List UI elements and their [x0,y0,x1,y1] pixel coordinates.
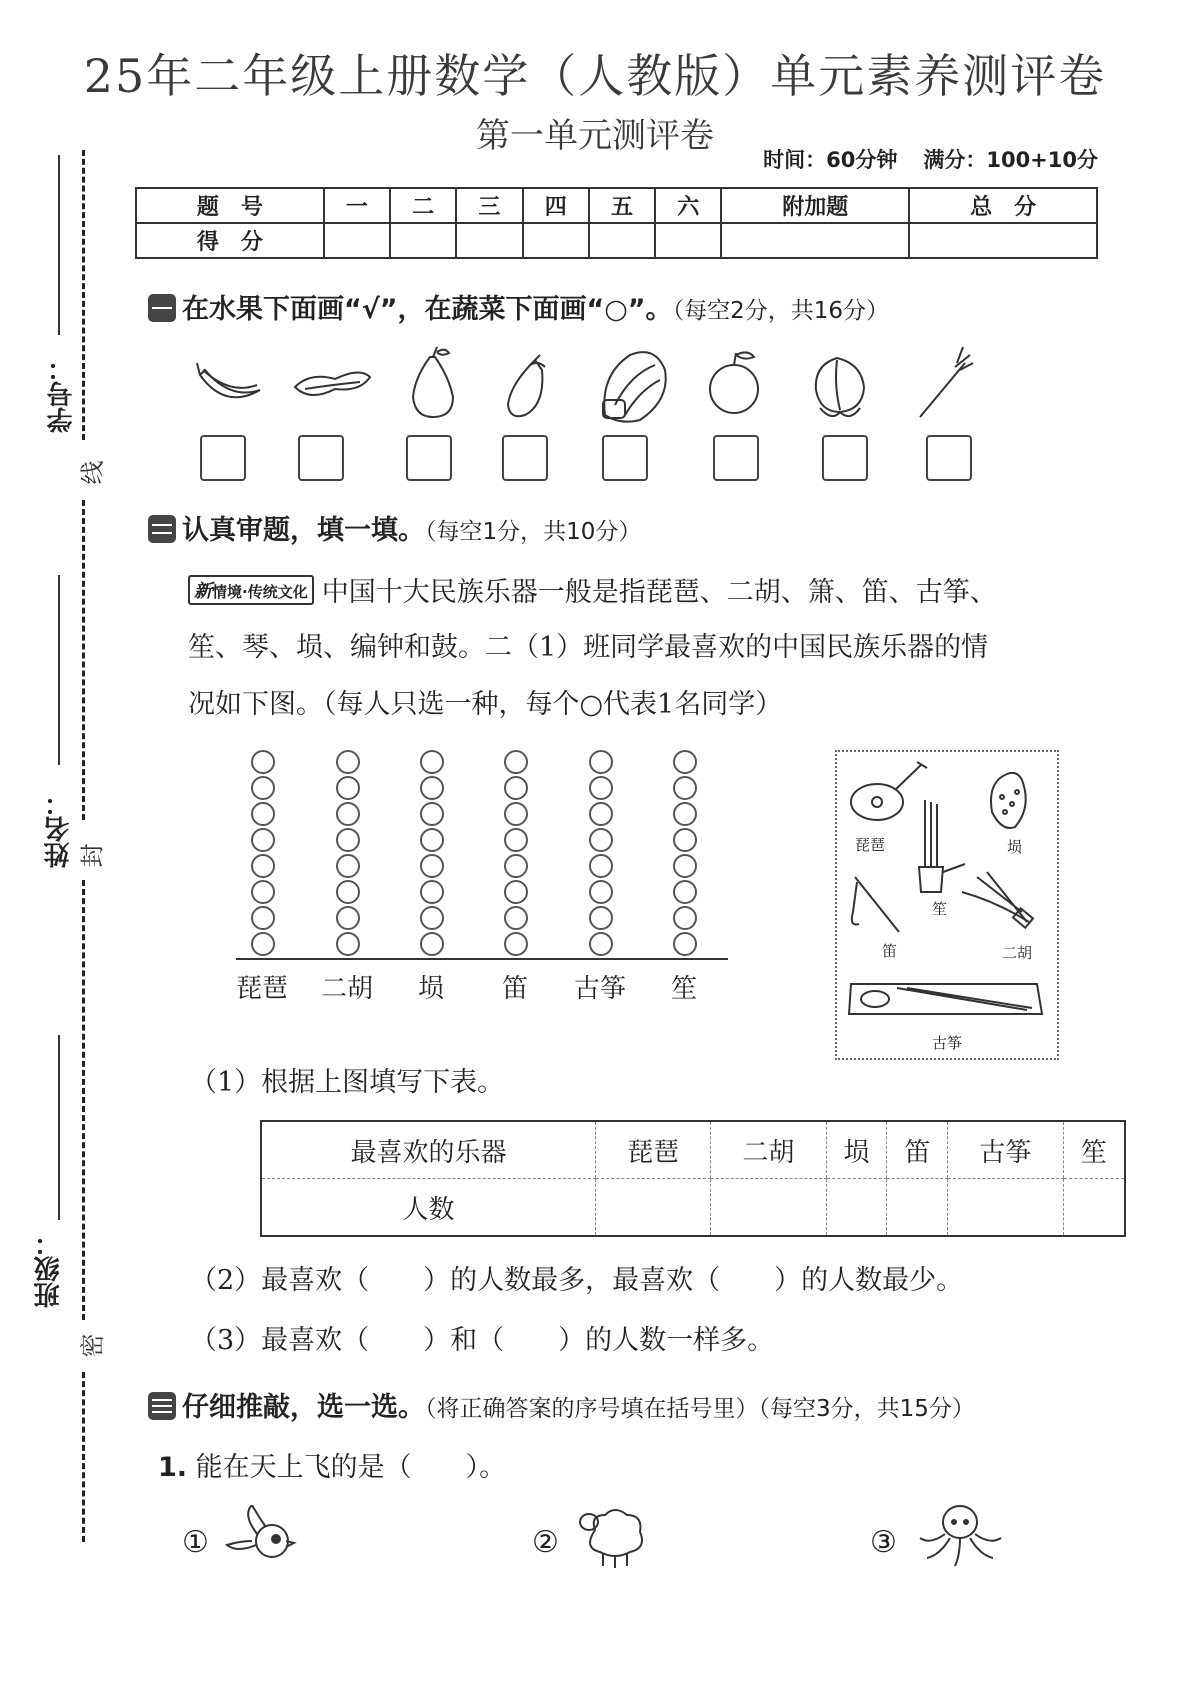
score-row-label: 得 分 [136,223,324,258]
octopus-icon [915,1500,1005,1570]
pictograph-circle [504,802,528,826]
count-input-cell[interactable] [826,1179,887,1237]
section1-title: 在水果下面画“√”，在蔬菜下面画“○”。 [182,294,673,325]
class-line [58,1035,60,1220]
page-title: 25年二年级上册数学（人教版）单元素养测评卷 [83,49,1107,103]
dashed-seal-line [82,880,85,1320]
pictograph-circle [504,880,528,904]
time-limit: 时间：60分钟 [763,148,898,172]
section2-note: （每空1分，共10分） [425,519,642,545]
pictograph-circle [673,854,697,878]
label-dizi: 笛 [882,942,898,960]
table-header-cell: 琵琶 [595,1121,710,1179]
pictograph-chart [230,740,730,1010]
score-header-cell: 五 [589,188,655,223]
section-two-icon [148,515,176,543]
score-header-cell: 二 [390,188,456,223]
pictograph-circle [336,932,360,956]
section2-heading [148,508,641,547]
student-id-line [58,155,60,335]
pictograph-circle [589,802,613,826]
pictograph-circle [336,802,360,826]
count-input-cell[interactable] [711,1179,826,1237]
pictograph-category-label: 琵琶 [235,974,288,1004]
answer-box-pear[interactable] [406,435,452,481]
instrument-illustration [835,750,1059,1060]
pictograph-circle [420,828,444,852]
pictograph-circle [420,750,444,774]
question-2-3: （3）最喜欢（ ）和（ ）的人数一样多。 [190,1325,775,1356]
pictograph-circle [336,880,360,904]
question-2-1: （1）根据上图填写下表。 [190,1067,505,1098]
score-header-cell: 三 [456,188,522,223]
score-input-cell[interactable] [324,223,390,258]
pictograph-circle [504,750,528,774]
table-row-label: 人数 [261,1179,595,1237]
pictograph-circle [589,750,613,774]
pictograph-circle [673,906,697,930]
pictograph-circle [589,906,613,930]
pictograph-circle [504,828,528,852]
pictograph-circle [589,828,613,852]
answer-box-peach[interactable] [822,435,868,481]
pictograph-circle [336,854,360,878]
answer-box-apple[interactable] [713,435,759,481]
score-table-header [136,188,1097,223]
seal-mark-mi: 密 [78,1333,107,1358]
score-header-cell: 题 号 [136,188,324,223]
score-input-cell[interactable] [390,223,456,258]
guzheng-icon [849,984,1042,1014]
answer-box-eggplant[interactable] [502,435,548,481]
pictograph-circle [420,906,444,930]
pictograph-circle [251,854,275,878]
pictograph-circle [673,750,697,774]
score-header-cell: 一 [324,188,390,223]
score-input-cell[interactable] [655,223,721,258]
eggplant-icon [508,355,545,416]
answer-box-cabbage[interactable] [602,435,648,481]
option-1-label[interactable]: ① [182,1525,209,1560]
xun-icon [991,773,1026,828]
pictograph-circle [251,906,275,930]
pictograph-circle [251,802,275,826]
seal-mark-feng: 封 [78,843,107,868]
pictograph-circle [336,776,360,800]
carrot-icon [920,347,973,417]
pictograph-circle [589,776,613,800]
question-text: 能在天上飞的是（ ）。 [195,1452,507,1483]
table-header-cell: 笙 [1063,1121,1125,1179]
answer-box-banana[interactable] [200,435,246,481]
pictograph-circle [336,828,360,852]
apple-icon [710,352,758,413]
student-id-label: 学号： [47,355,77,433]
dashed-seal-line [82,500,85,820]
cabbage-icon [603,352,666,422]
pictograph-circle [504,776,528,800]
table-header-cell: 古筝 [948,1121,1063,1179]
pictograph-circle [589,880,613,904]
score-header-cell: 附加题 [721,188,909,223]
score-input-cell[interactable] [589,223,655,258]
pictograph-circle [589,854,613,878]
bird-icon [222,1505,300,1565]
erhu-icon [962,872,1033,928]
pictograph-circle [504,906,528,930]
count-input-cell[interactable] [1063,1179,1125,1237]
pictograph-circle [673,776,697,800]
seal-mark-line: 线 [78,460,107,485]
score-input-cell[interactable] [456,223,522,258]
pictograph-circle [673,802,697,826]
section-one-icon [148,294,176,322]
context-tag-text: 情境·传统文化 [212,583,308,601]
option-3-label[interactable]: ③ [870,1525,897,1560]
table-header-cell: 最喜欢的乐器 [261,1121,595,1179]
pipa-icon [851,762,927,820]
section3-note: （将正确答案的序号填在括号里）（每空3分，共15分） [425,1396,975,1422]
pictograph-circle [251,828,275,852]
pictograph-circle [336,750,360,774]
produce-pictures [180,345,1020,425]
dizi-icon [852,877,899,932]
dashed-seal-line [82,1372,85,1542]
question-2-2: （2）最喜欢（ ）的人数最多，最喜欢（ ）的人数最少。 [190,1265,964,1296]
score-input-cell[interactable] [523,223,589,258]
pictograph-category-label: 埙 [417,974,444,1004]
section-three-icon [148,1392,176,1420]
full-score: 满分：100+10分 [923,148,1098,172]
context-tag-new: 新 [194,581,212,602]
label-xun: 埙 [1007,838,1023,856]
option-2-label[interactable]: ② [532,1525,559,1560]
pictograph-circle [251,932,275,956]
label-erhu: 二胡 [1002,944,1033,962]
pictograph-circle [589,932,613,956]
section3-title: 仔细推敲，选一选。 [182,1392,425,1423]
dashed-seal-line [82,150,85,440]
pictograph-circle [673,880,697,904]
pictograph-circle [673,932,697,956]
score-input-cell[interactable] [909,223,1097,258]
pictograph-circle [420,802,444,826]
section2-title: 认真审题，填一填。 [182,515,425,546]
pictograph-category-label: 二胡 [320,974,373,1004]
score-table [135,187,1098,259]
section2-paragraph-line1 [188,570,997,609]
question-number: 1. [158,1452,188,1483]
pictograph-circle [251,750,275,774]
pictograph-circle [251,776,275,800]
table-header-cell: 埙 [826,1121,887,1179]
answer-box-carrot[interactable] [926,435,972,481]
page-subtitle: 第一单元测评卷 [476,116,714,156]
class-label: 班级： [34,1230,64,1308]
section3-heading [148,1385,975,1424]
sheng-icon [919,800,965,892]
pictograph-circle [420,932,444,956]
peach-icon [816,358,864,416]
label-pipa: 琵琶 [855,836,886,854]
peanut-icon [295,372,370,395]
pear-icon [413,347,453,417]
table-header-cell: 笛 [887,1121,948,1179]
name-line [58,575,60,765]
count-input-cell[interactable] [595,1179,710,1237]
pictograph-category-label: 笛 [501,974,528,1004]
table-header-cell: 二胡 [711,1121,826,1179]
pictograph-circle [336,906,360,930]
count-table-row [261,1179,1125,1237]
score-input-cell[interactable] [721,223,909,258]
answer-box-peanut[interactable] [298,435,344,481]
section1-heading [148,287,889,326]
question-3-1 [158,1445,506,1484]
count-table [260,1120,1126,1237]
banana-icon [197,363,260,397]
label-guzheng: 古筝 [932,1034,963,1052]
score-table-row [136,223,1097,258]
pictograph-category-label: 笙 [670,974,697,1004]
pictograph-circle [251,880,275,904]
label-sheng: 笙 [932,900,948,918]
count-table-header [261,1121,1125,1179]
pictograph-circle [673,828,697,852]
section2-paragraph-line2: 笙、琴、埙、编钟和鼓。二（1）班同学最喜欢的中国民族乐器的情 [188,632,989,663]
sheep-icon [575,1500,655,1570]
chart-baseline [236,958,728,960]
section1-note: （每空2分，共16分） [672,298,889,324]
pictograph-circle [420,776,444,800]
name-label: 姓名： [44,790,74,868]
paragraph-text: 中国十大民族乐器一般是指琵琶、二胡、箫、笛、古筝、 [321,577,997,608]
count-input-cell[interactable] [887,1179,948,1237]
score-header-cell: 四 [523,188,589,223]
time-score-info [737,144,1098,174]
score-header-cell: 六 [655,188,721,223]
pictograph-category-label: 古筝 [573,974,626,1004]
pictograph-circle [504,932,528,956]
context-tag [188,575,314,605]
count-input-cell[interactable] [948,1179,1063,1237]
pictograph-circle [420,880,444,904]
section2-paragraph-line3: 况如下图。（每人只选一种，每个○代表1名同学） [188,689,783,720]
pictograph-circle [504,854,528,878]
pictograph-circle [420,854,444,878]
score-header-cell: 总 分 [909,188,1097,223]
